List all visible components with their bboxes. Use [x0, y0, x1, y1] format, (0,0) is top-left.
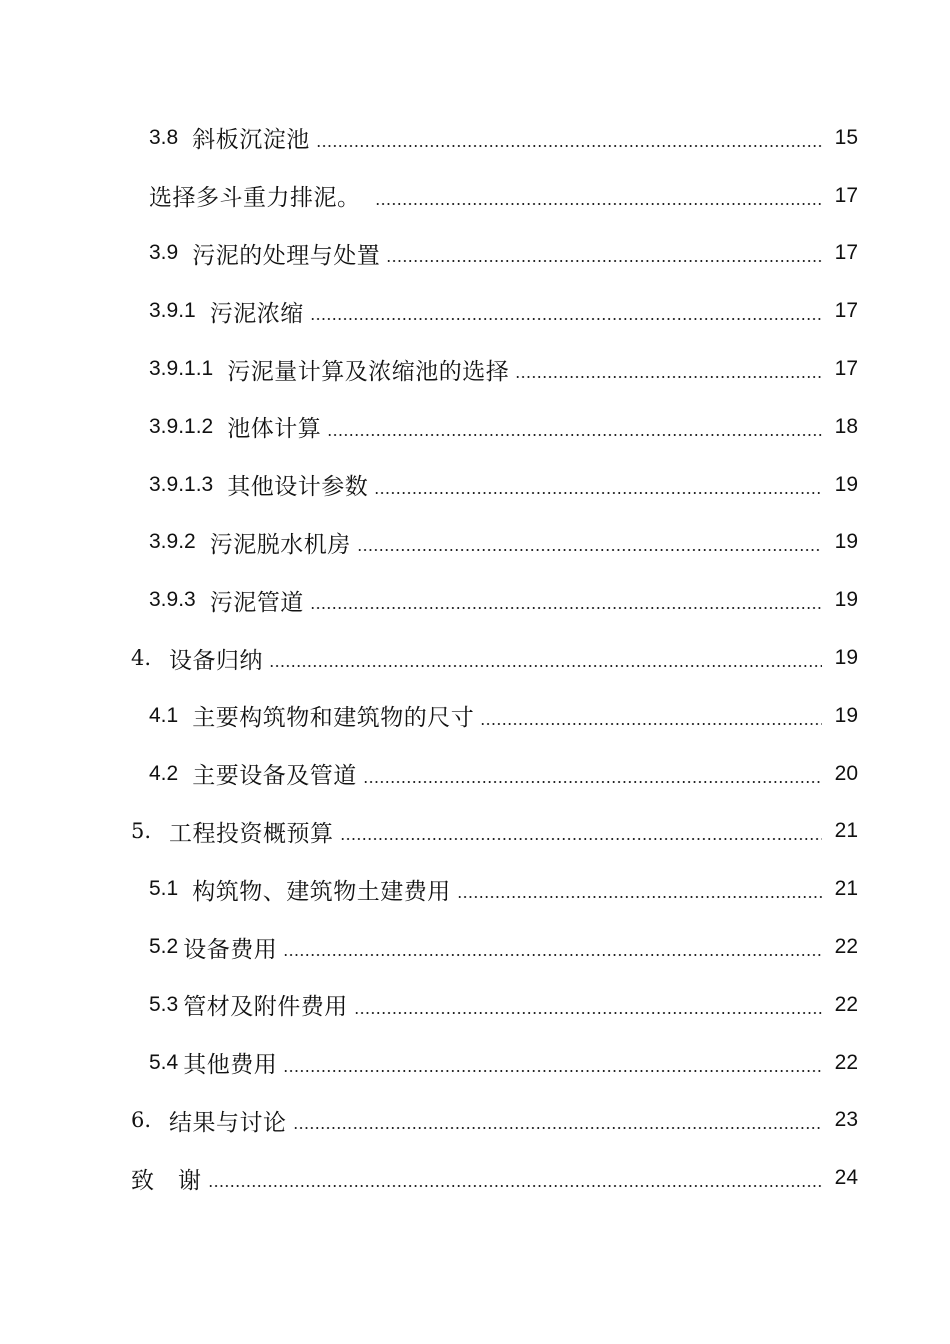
toc-entry-title: 污泥管道 — [209, 589, 304, 616]
toc-entry-page: 22 — [834, 992, 858, 1016]
toc-entry-number: 3.9.2 — [149, 530, 196, 554]
toc-entry[interactable] — [0, 1092, 950, 1150]
toc-entry[interactable] — [0, 109, 950, 167]
toc-entry-page: 24 — [834, 1166, 858, 1190]
toc-entry-title: 选择多斗重力排泥。 — [149, 185, 361, 212]
toc-entry[interactable] — [0, 225, 950, 283]
dot-leader — [283, 1070, 822, 1072]
dot-leader — [375, 203, 823, 205]
toc-entry[interactable] — [0, 456, 950, 514]
toc-entry-number: 5.1 — [149, 877, 179, 901]
dot-leader — [269, 665, 822, 667]
toc-entry-number: 3.9.1.2 — [149, 414, 214, 438]
toc-entry[interactable] — [0, 687, 950, 745]
toc-entry-title: 构筑物、建筑物土建费用 — [192, 878, 451, 905]
toc-entry-number: 3.9.1 — [149, 299, 196, 323]
toc-entry-page: 17 — [834, 357, 858, 381]
toc-entry-page: 19 — [834, 530, 858, 554]
toc-entry-title: 致 谢 — [131, 1167, 202, 1194]
dot-leader — [363, 781, 822, 783]
toc-entry-page: 18 — [834, 414, 858, 438]
toc-entry-title: 污泥浓缩 — [209, 300, 304, 327]
toc-entry[interactable] — [0, 918, 950, 976]
dot-leader — [340, 838, 822, 840]
toc-entry-number: 3.9.1.1 — [149, 357, 214, 381]
toc-entry-title: 管材及附件费用 — [183, 994, 348, 1021]
toc-entry-title: 设备归纳 — [169, 647, 264, 674]
dot-leader — [327, 434, 822, 436]
toc-entry[interactable] — [0, 398, 950, 456]
toc-entry[interactable] — [0, 167, 950, 225]
toc-entry-number: 5.2 — [149, 935, 179, 959]
toc-entry-title: 其他费用 — [183, 1052, 278, 1079]
toc-entry-page: 17 — [834, 183, 858, 207]
dot-leader — [310, 607, 822, 609]
toc-entry-title: 主要设备及管道 — [192, 763, 357, 790]
toc-entry[interactable] — [0, 803, 950, 861]
dot-leader — [374, 492, 822, 494]
toc-entry-title: 污泥脱水机房 — [209, 531, 351, 558]
toc-entry[interactable] — [0, 1149, 950, 1207]
toc-entry-title: 结果与讨论 — [169, 1109, 287, 1136]
toc-entry-number: 3.9.1.3 — [149, 472, 214, 496]
toc-entry-number: 3.8 — [149, 125, 179, 149]
toc-entry[interactable] — [0, 629, 950, 687]
toc-entry-title: 池体计算 — [227, 416, 322, 443]
dot-leader — [480, 723, 822, 725]
toc-entry-number: 3.9.3 — [149, 588, 196, 612]
toc-entry[interactable] — [0, 514, 950, 572]
toc-entry-title: 其他设计参数 — [227, 474, 369, 501]
toc-entry[interactable] — [0, 976, 950, 1034]
dot-leader — [293, 1127, 822, 1129]
toc-entry[interactable] — [0, 1034, 950, 1092]
dot-leader — [283, 954, 822, 956]
toc-entry[interactable] — [0, 745, 950, 803]
toc-entry[interactable] — [0, 282, 950, 340]
toc-entry-number: 4. — [131, 646, 152, 671]
toc-entry-page: 21 — [834, 877, 858, 901]
toc-entry-page: 19 — [834, 703, 858, 727]
toc-entry-page: 19 — [834, 646, 858, 670]
dot-leader — [457, 896, 822, 898]
toc-entry-page: 20 — [834, 761, 858, 785]
dot-leader — [316, 145, 822, 147]
toc-entry-page: 22 — [834, 1050, 858, 1074]
dot-leader — [354, 1012, 822, 1014]
toc-entry-title: 设备费用 — [183, 936, 278, 963]
toc-entry-page: 23 — [834, 1108, 858, 1132]
toc-entry[interactable] — [0, 571, 950, 629]
toc-entry-number: 4.2 — [149, 761, 179, 785]
toc-entry-number: 4.1 — [149, 703, 179, 727]
toc-entry-title: 污泥的处理与处置 — [192, 242, 381, 269]
toc-entry-page: 21 — [834, 819, 858, 843]
toc-entry-title: 主要构筑物和建筑物的尺寸 — [192, 705, 475, 732]
dot-leader — [515, 376, 822, 378]
toc-entry-number: 5.3 — [149, 992, 179, 1016]
toc-entry-page: 17 — [834, 241, 858, 265]
dot-leader — [310, 318, 822, 320]
toc-entry-page: 19 — [834, 472, 858, 496]
toc-entry-number: 3.9 — [149, 241, 179, 265]
toc-entry-page: 17 — [834, 299, 858, 323]
toc-entry-number: 6. — [131, 1108, 152, 1133]
toc-entry-page: 19 — [834, 588, 858, 612]
toc-entry-page: 15 — [834, 125, 858, 149]
toc-entry-title: 污泥量计算及浓缩池的选择 — [227, 358, 510, 385]
toc-entry-title: 斜板沉淀池 — [192, 127, 310, 154]
toc-entry[interactable] — [0, 860, 950, 918]
toc-entry-title: 工程投资概预算 — [169, 820, 334, 847]
toc-entry[interactable] — [0, 340, 950, 398]
dot-leader — [357, 549, 822, 551]
table-of-contents — [0, 109, 950, 1207]
dot-leader — [208, 1185, 823, 1187]
dot-leader — [386, 260, 822, 262]
toc-entry-number: 5.4 — [149, 1050, 179, 1074]
toc-entry-number: 5. — [131, 819, 152, 844]
toc-entry-page: 22 — [834, 935, 858, 959]
